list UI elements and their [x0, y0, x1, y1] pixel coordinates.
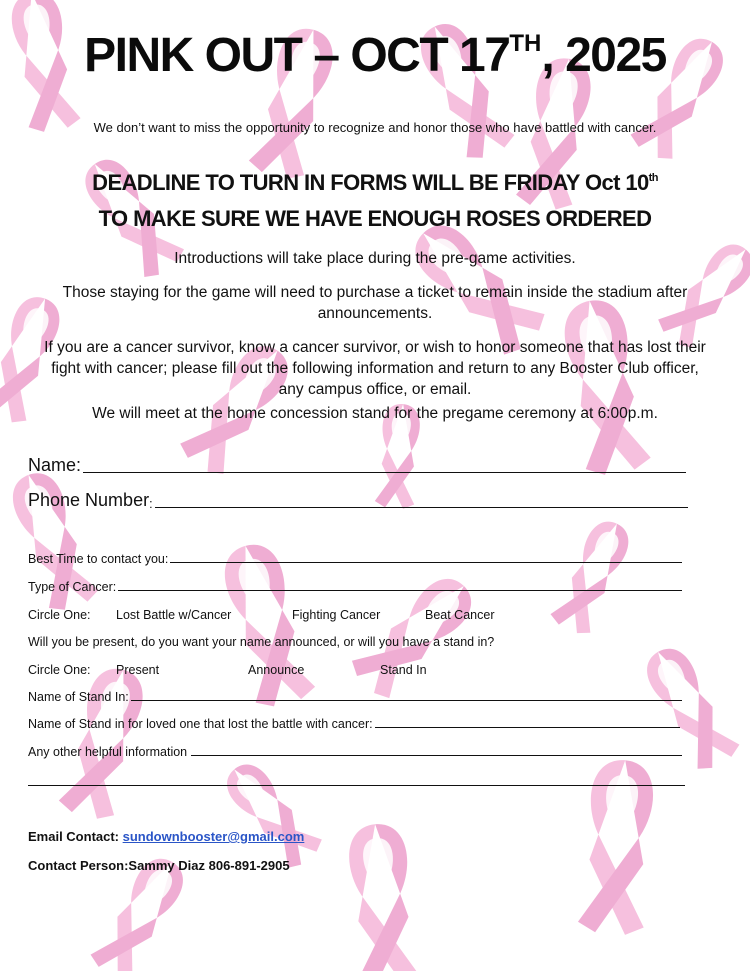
circle-one-label: Circle One: [28, 608, 91, 622]
best-time-field[interactable] [28, 552, 682, 566]
page-title: PINK OUT – OCT 17TH, 2025 [84, 29, 666, 82]
cancer-type-field[interactable] [28, 580, 682, 594]
contact-person-label: Contact Person: [28, 858, 129, 873]
circle-one-label: Circle One: [28, 663, 91, 677]
instructions-paragraph-line: fight with cancer; please fill out the following information and return to any Booster Club officer, [51, 360, 699, 377]
contact-person-value: Sammy Diaz 806-891-2905 [128, 858, 290, 873]
option-lost-battle[interactable]: Lost Battle w/Cancer [116, 608, 232, 622]
intro-text: We don’t want to miss the opportunity to recognize and honor those who have battled with cancer. [93, 120, 657, 135]
stand-in-loved-one-field[interactable] [28, 717, 680, 731]
email-contact-label: Email Contact: [28, 829, 123, 844]
ticket-paragraph-line: Those staying for the game will need to purchase a ticket to remain inside the stadium after [62, 284, 688, 301]
phone-field[interactable]: Phone Number : [28, 490, 688, 511]
name-field[interactable] [28, 455, 686, 476]
option-present[interactable]: Present [116, 663, 160, 677]
option-beat-cancer[interactable]: Beat Cancer [425, 608, 495, 622]
email-link[interactable]: sundownbooster@gmail.com [122, 829, 305, 844]
best-time-label: Best Time to contact you: [28, 552, 169, 566]
ceremony-paragraph: We will meet at the home concession stand for the pregame ceremony at 6:00p.m. [92, 405, 658, 422]
phone-label: Phone Number [28, 490, 150, 510]
option-stand-in[interactable]: Stand In [380, 663, 427, 677]
stand-in-label: Name of Stand In: [28, 690, 129, 704]
stand-in-field[interactable] [28, 690, 682, 704]
stand-in-loved-one-label: Name of Stand in for loved one that lost the battle with cancer: [28, 717, 373, 731]
intro-paragraph: Introductions will take place during the pre-game activities. [174, 250, 576, 267]
circle-status-row [28, 608, 682, 624]
name-label: Name: [28, 455, 82, 475]
other-info-label: Any other helpful information [28, 745, 188, 759]
email-contact [28, 829, 304, 844]
deadline-line-2: TO MAKE SURE WE HAVE ENOUGH ROSES ORDERED [98, 206, 652, 231]
present-question: Will you be present, do you want your name announced, or will you have a stand in? [28, 635, 495, 649]
other-info-extra-line[interactable] [28, 785, 685, 786]
option-fighting-cancer[interactable]: Fighting Cancer [292, 608, 381, 622]
contact-person [28, 858, 290, 873]
instructions-paragraph-line: If you are a cancer survivor, know a cancer survivor, or wish to honor someone that has lost their [44, 339, 706, 356]
option-announce[interactable]: Announce [248, 663, 305, 677]
cancer-type-label: Type of Cancer: [28, 580, 117, 594]
deadline-line-1: DEADLINE TO TURN IN FORMS WILL BE FRIDAY Oct 10th [92, 170, 658, 195]
circle-presence-row [28, 663, 682, 679]
ticket-paragraph-line: announcements. [317, 305, 433, 322]
instructions-paragraph-line: any campus office, or email. [278, 381, 472, 398]
other-info-field[interactable] [28, 745, 682, 759]
